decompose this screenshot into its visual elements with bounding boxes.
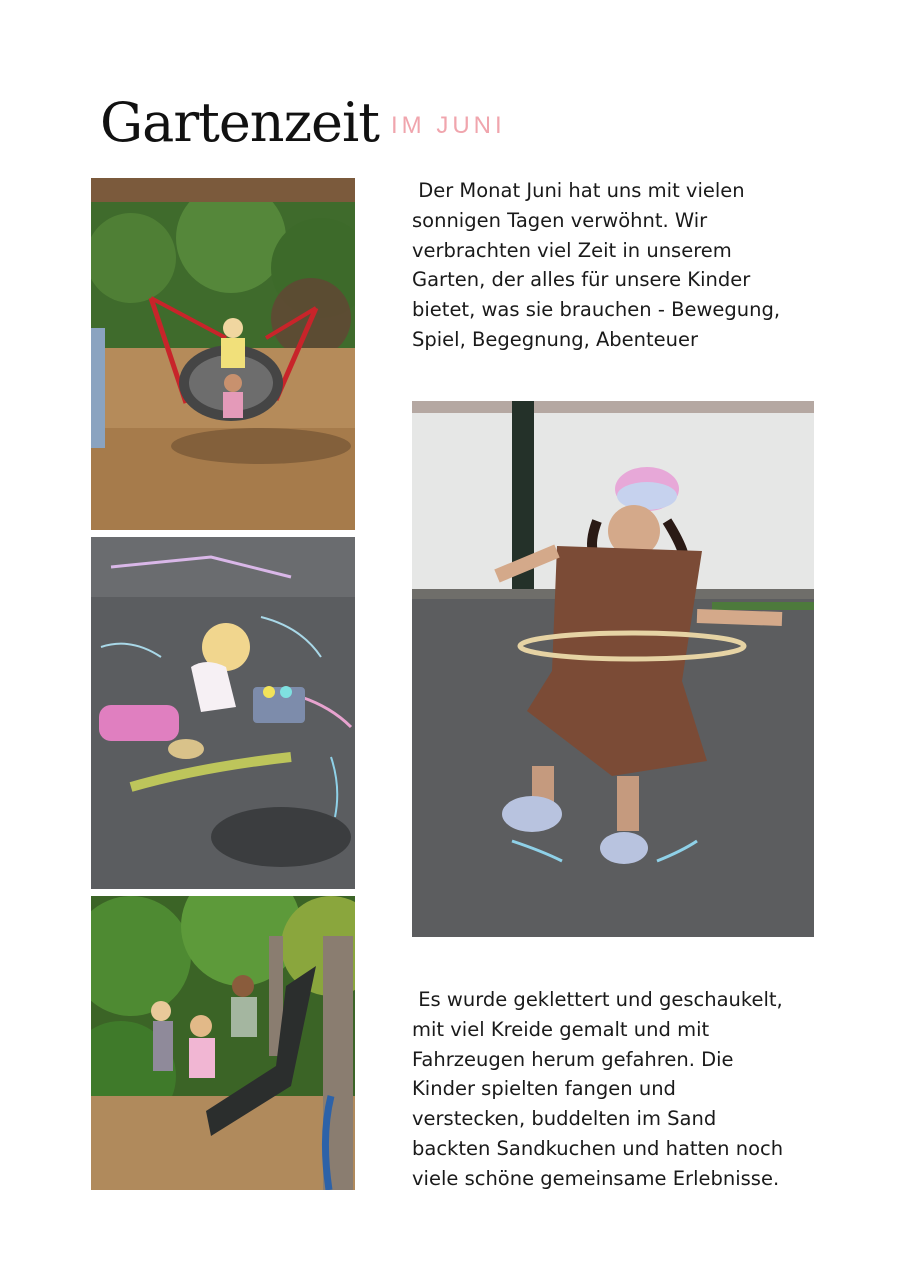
swing-photo xyxy=(91,178,355,530)
chalk-drawing-photo xyxy=(91,537,355,889)
hula-hoop-photo xyxy=(412,401,814,937)
page-subtitle: IM JUNI xyxy=(391,112,506,139)
activities-paragraph: Es wurde geklettert und geschaukelt, mit viel Kreide gemalt und mit Fahrzeugen herum gefahren. Die Kinder spielten fangen und verstecken, buddelten im Sand backten Sandkuchen und hatten noch viele schöne gemeinsame Erlebnisse. xyxy=(412,988,784,1190)
page-title: Gartenzeit xyxy=(100,91,379,154)
slide-playground-photo xyxy=(91,896,355,1190)
intro-paragraph: Der Monat Juni hat uns mit vielen sonnigen Tagen verwöhnt. Wir verbrachten viel Zeit in unserem Garten, der alles für unsere Kinder bietet, was sie brauchen - Bewegung, Spiel, Begegnung, Abenteuer xyxy=(412,179,781,351)
